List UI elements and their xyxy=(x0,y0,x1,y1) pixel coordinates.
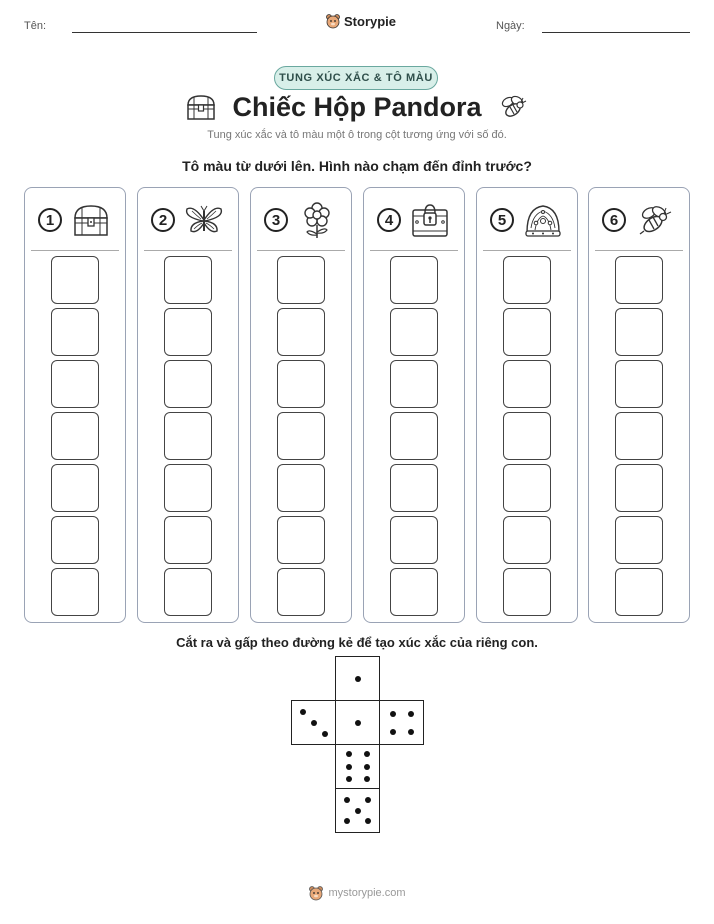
column-header xyxy=(33,200,117,240)
column-header xyxy=(146,200,230,240)
dice-pip xyxy=(346,776,352,782)
dice-pip xyxy=(355,808,361,814)
tracker-columns xyxy=(24,187,690,623)
color-box[interactable] xyxy=(51,308,99,356)
dice-pip xyxy=(365,818,371,824)
color-box[interactable] xyxy=(503,516,551,564)
color-box[interactable] xyxy=(503,568,551,616)
color-box[interactable] xyxy=(503,308,551,356)
column-divider xyxy=(483,250,571,251)
activity-badge: TUNG XÚC XẮC & TÔ MÀU xyxy=(274,66,438,90)
column-number: 6 xyxy=(602,208,626,232)
color-box[interactable] xyxy=(615,516,663,564)
bee-icon xyxy=(634,201,676,239)
treasure-chest-icon xyxy=(70,201,112,239)
color-box[interactable] xyxy=(615,412,663,460)
color-box[interactable] xyxy=(51,516,99,564)
color-box[interactable] xyxy=(277,568,325,616)
color-box[interactable] xyxy=(390,256,438,304)
flower-icon xyxy=(296,201,338,239)
brand-name: Storypie xyxy=(344,13,397,29)
column-number: 1 xyxy=(38,208,62,232)
color-box[interactable] xyxy=(615,464,663,512)
color-box[interactable] xyxy=(390,568,438,616)
dice-face-6 xyxy=(335,744,380,789)
jeweled-crown-icon xyxy=(522,201,564,239)
dice-pip xyxy=(364,751,370,757)
dice-pip xyxy=(390,711,396,717)
dice-pip xyxy=(322,731,328,737)
column-number: 4 xyxy=(377,208,401,232)
instruction: Tô màu từ dưới lên. Hình nào chạm đến đỉnh trước? xyxy=(182,158,532,174)
color-box[interactable] xyxy=(390,360,438,408)
column-header xyxy=(259,200,343,240)
cut-instruction: Cắt ra và gấp theo đường kẻ để tạo xúc xắc của riêng con. xyxy=(176,635,538,650)
color-box[interactable] xyxy=(277,464,325,512)
dice-pip xyxy=(344,797,350,803)
date-line[interactable] xyxy=(542,32,690,33)
color-box[interactable] xyxy=(390,516,438,564)
dice-face-5 xyxy=(335,788,380,833)
column-divider xyxy=(370,250,458,251)
dice-pip xyxy=(365,797,371,803)
color-box[interactable] xyxy=(51,360,99,408)
treasure-chest-icon xyxy=(184,92,218,122)
brand-logo xyxy=(325,13,396,29)
subtitle: Tung xúc xắc và tô màu một ô trong cột tương ứng với số đó. xyxy=(207,129,507,141)
column-4 xyxy=(363,187,465,623)
column-divider xyxy=(144,250,232,251)
dice-pip xyxy=(408,729,414,735)
dice-pip xyxy=(355,720,361,726)
dice-pip xyxy=(311,720,317,726)
color-box[interactable] xyxy=(277,412,325,460)
color-box[interactable] xyxy=(164,568,212,616)
color-box[interactable] xyxy=(615,568,663,616)
color-box[interactable] xyxy=(503,360,551,408)
color-box[interactable] xyxy=(615,308,663,356)
dice-pip xyxy=(355,676,361,682)
column-number: 5 xyxy=(490,208,514,232)
dice-face-4 xyxy=(379,700,424,745)
column-3 xyxy=(250,187,352,623)
bee-icon xyxy=(496,92,530,122)
color-box[interactable] xyxy=(164,412,212,460)
column-6 xyxy=(588,187,690,623)
dice-face-3 xyxy=(291,700,336,745)
bear-mascot-icon xyxy=(325,13,341,29)
color-box[interactable] xyxy=(390,308,438,356)
dice-pip xyxy=(364,776,370,782)
butterfly-icon xyxy=(183,201,225,239)
dice-face-1 xyxy=(335,656,380,701)
title-row xyxy=(0,88,714,126)
color-box[interactable] xyxy=(615,360,663,408)
color-box[interactable] xyxy=(277,516,325,564)
color-box[interactable] xyxy=(503,256,551,304)
dice-pip xyxy=(408,711,414,717)
bear-mascot-icon xyxy=(308,885,324,901)
color-box[interactable] xyxy=(51,256,99,304)
dice-pip xyxy=(390,729,396,735)
dice-pip xyxy=(346,751,352,757)
color-box[interactable] xyxy=(164,516,212,564)
column-number: 2 xyxy=(151,208,175,232)
column-header xyxy=(485,200,569,240)
color-box[interactable] xyxy=(164,308,212,356)
color-box[interactable] xyxy=(51,412,99,460)
color-box[interactable] xyxy=(164,464,212,512)
column-header xyxy=(372,200,456,240)
color-box[interactable] xyxy=(277,360,325,408)
column-divider xyxy=(257,250,345,251)
color-box[interactable] xyxy=(390,464,438,512)
color-box[interactable] xyxy=(51,568,99,616)
color-box[interactable] xyxy=(164,360,212,408)
column-divider xyxy=(595,250,683,251)
footer-url[interactable]: mystorypie.com xyxy=(328,887,406,899)
color-box[interactable] xyxy=(164,256,212,304)
column-header xyxy=(597,200,681,240)
column-5 xyxy=(476,187,578,623)
page-title: Chiếc Hộp Pandora xyxy=(232,91,482,122)
color-box[interactable] xyxy=(51,464,99,512)
color-box[interactable] xyxy=(277,308,325,356)
column-divider xyxy=(31,250,119,251)
dice-pip xyxy=(344,818,350,824)
name-line[interactable] xyxy=(72,32,257,33)
color-box[interactable] xyxy=(503,412,551,460)
color-box[interactable] xyxy=(615,256,663,304)
dice-face-1 xyxy=(335,700,380,745)
dice-pip xyxy=(364,764,370,770)
color-box[interactable] xyxy=(503,464,551,512)
dice-pip xyxy=(346,764,352,770)
color-box[interactable] xyxy=(277,256,325,304)
column-2 xyxy=(137,187,239,623)
locked-box-icon xyxy=(409,201,451,239)
column-number: 3 xyxy=(264,208,288,232)
column-1 xyxy=(24,187,126,623)
color-box[interactable] xyxy=(390,412,438,460)
footer xyxy=(0,885,714,901)
name-label: Tên: xyxy=(24,20,47,32)
dice-pip xyxy=(300,709,306,715)
date-label: Ngày: xyxy=(496,20,525,32)
